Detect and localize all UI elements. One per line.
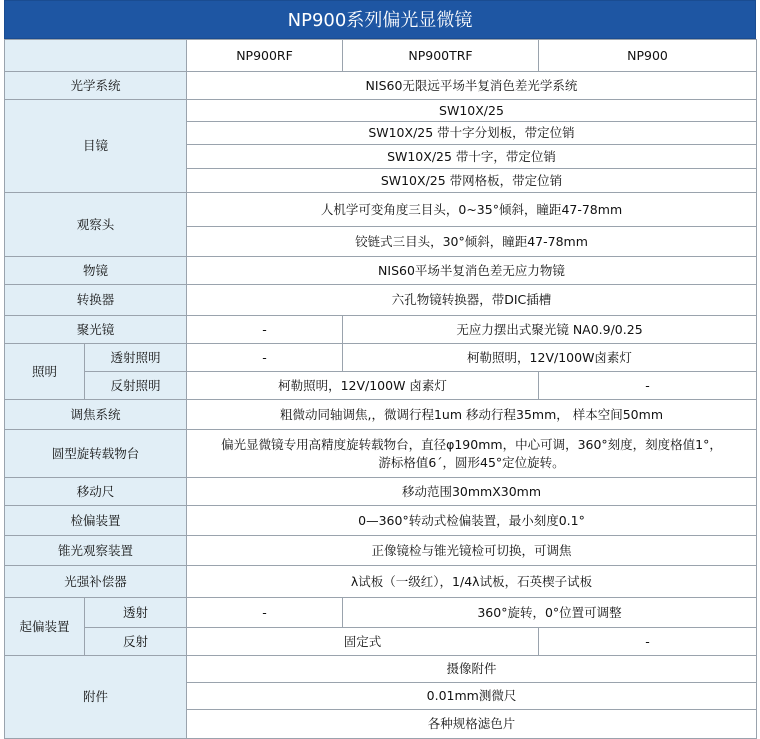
model-np900: NP900 [539,40,757,72]
label-illum-transmitted: 透射照明 [85,344,187,372]
label-illum-reflected: 反射照明 [85,372,187,400]
row-compensator [5,566,757,598]
value-conoscopic: 正像镜检与锥光镜检可切换，可调焦 [187,536,757,566]
value-polarizer-transmitted-dash: - [187,598,343,628]
value-stage [187,430,757,478]
value-eyepiece-1: SW10X/25 [187,100,757,122]
value-eyepiece-3: SW10X/25 带十字，带定位销 [187,145,757,169]
label-eyepiece: 目镜 [5,100,187,193]
value-illum-reflected-dash: - [539,372,757,400]
value-objective: NIS60平场半复消色差无应力物镜 [187,257,757,285]
row-polarizer-transmitted [5,598,757,628]
row-conoscopic [5,536,757,566]
table-header-row [5,40,757,72]
row-focus [5,400,757,430]
row-analyzer [5,506,757,536]
value-illum-transmitted-dash: - [187,344,343,372]
label-illumination: 照明 [5,344,85,400]
label-mech-stage: 移动尺 [5,478,187,506]
label-compensator: 光强补偿器 [5,566,187,598]
label-nosepiece: 转换器 [5,285,187,316]
value-mech-stage: 移动范围30mmX30mm [187,478,757,506]
header-blank-cell [5,40,187,72]
label-condenser: 聚光镜 [5,316,187,344]
row-accessories-1 [5,656,757,683]
label-polarizer-transmitted: 透射 [85,598,187,628]
value-polarizer-reflected: 固定式 [187,628,539,656]
value-head-1: 人机学可变角度三目头，0~35°倾斜，瞳距47-78mm [187,193,757,227]
value-eyepiece-4: SW10X/25 带网格板，带定位销 [187,169,757,193]
row-illum-reflected [5,372,757,400]
value-illum-transmitted: 柯勒照明，12V/100W卤素灯 [343,344,757,372]
row-eyepiece-1 [5,100,757,122]
row-nosepiece [5,285,757,316]
label-optics: 光学系统 [5,72,187,100]
label-conoscopic: 锥光观察装置 [5,536,187,566]
value-accessories-2: 0.01mm测微尺 [187,683,757,710]
spec-sheet [4,0,756,739]
value-focus: 粗微动同轴调焦,，微调行程1um 移动行程35mm， 样本空间50mm [187,400,757,430]
value-stage-line-1: 偏光显微镜专用高精度旋转载物台，直径φ190mm，中心可调，360°刻度，刻度格值1°， [221,436,722,452]
value-accessories-1: 摄像附件 [187,656,757,683]
value-analyzer: 0—360°转动式检偏装置，最小刻度0.1° [187,506,757,536]
row-stage [5,430,757,478]
value-optics: NIS60无限远平场半复消色差光学系统 [187,72,757,100]
label-head: 观察头 [5,193,187,257]
spec-table [4,39,757,739]
value-eyepiece-2: SW10X/25 带十字分划板，带定位销 [187,122,757,145]
value-compensator: λ试板（一级红），1/4λ试板，石英楔子试板 [187,566,757,598]
label-accessories: 附件 [5,656,187,739]
label-analyzer: 检偏装置 [5,506,187,536]
label-stage: 圆型旋转载物台 [5,430,187,478]
value-polarizer-reflected-dash: - [539,628,757,656]
label-focus: 调焦系统 [5,400,187,430]
label-objective: 物镜 [5,257,187,285]
value-condenser: 无应力摆出式聚光镜 NA0.9/0.25 [343,316,757,344]
page-title: NP900系列偏光显微镜 [4,0,756,39]
row-polarizer-reflected [5,628,757,656]
value-accessories-3: 各种规格滤色片 [187,710,757,739]
model-np900trf: NP900TRF [343,40,539,72]
row-head-1 [5,193,757,227]
label-polarizer-reflected: 反射 [85,628,187,656]
row-condenser [5,316,757,344]
value-head-2: 铰链式三目头，30°倾斜，瞳距47-78mm [187,227,757,257]
row-optics [5,72,757,100]
value-stage-line-2: 游标格值6´，圆形45°定位旋转。 [378,454,565,470]
value-nosepiece: 六孔物镜转换器，带DIC插槽 [187,285,757,316]
value-condenser-dash: - [187,316,343,344]
label-polarizer: 起偏装置 [5,598,85,656]
row-illum-transmitted [5,344,757,372]
row-mech-stage [5,478,757,506]
value-polarizer-transmitted: 360°旋转，0°位置可调整 [343,598,757,628]
value-illum-reflected: 柯勒照明，12V/100W 卤素灯 [187,372,539,400]
model-np900rf: NP900RF [187,40,343,72]
row-objective [5,257,757,285]
